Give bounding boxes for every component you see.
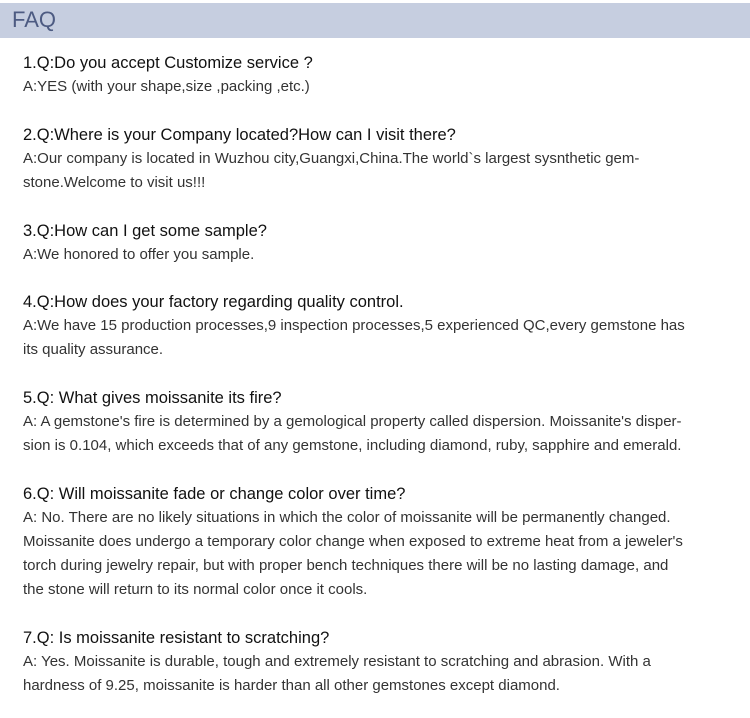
faq-answer-line: its quality assurance. xyxy=(23,341,164,358)
faq-answer-line: A:We have 15 production processes,9 inspection processes,5 experienced QC,every gemstone has xyxy=(23,317,685,334)
faq-question: 2.Q:Where is your Company located?How can I visit there? xyxy=(23,126,456,144)
faq-question: 6.Q: Will moissanite fade or change color over time? xyxy=(23,485,406,503)
faq-answer-line: A:Our company is located in Wuzhou city,Guangxi,China.The world`s largest sysnthetic gem- xyxy=(23,150,640,167)
faq-item xyxy=(23,626,651,698)
faq-answer-line: sion is 0.104, which exceeds that of any gemstone, including diamond, ruby, sapphire and emerald. xyxy=(23,437,682,454)
faq-question: 3.Q:How can I get some sample? xyxy=(23,222,267,240)
faq-item xyxy=(23,386,682,458)
faq-question: 5.Q: What gives moissanite its fire? xyxy=(23,389,282,407)
faq-answer-line: hardness of 9.25, moissanite is harder than all other gemstones except diamond. xyxy=(23,677,560,694)
faq-question: 4.Q:How does your factory regarding quality control. xyxy=(23,293,404,311)
faq-item xyxy=(23,123,639,195)
faq-title: FAQ xyxy=(12,7,57,32)
faq-answer-line: torch during jewelry repair, but with proper bench techniques there will be no lasting damage, and xyxy=(23,557,669,574)
faq-answer-line: A: A gemstone's fire is determined by a gemological property called dispersion. Moissanite's disper- xyxy=(23,413,682,430)
faq-answer-line: Moissanite does undergo a temporary color change when exposed to extreme heat from a jeweler's xyxy=(23,533,683,550)
faq-answer-line: A:YES (with your shape,size ,packing ,etc.) xyxy=(23,78,310,95)
faq-header xyxy=(0,3,750,38)
faq-item xyxy=(23,219,267,267)
faq-item xyxy=(23,51,313,99)
faq-answer-line: stone.Welcome to visit us!!! xyxy=(23,174,206,191)
faq-answer-line: A: Yes. Moissanite is durable, tough and extremely resistant to scratching and abrasion. With a xyxy=(23,653,651,670)
faq-question: 7.Q: Is moissanite resistant to scratching? xyxy=(23,629,330,647)
faq-item xyxy=(23,482,683,602)
faq-question: 1.Q:Do you accept Customize service ? xyxy=(23,54,313,72)
faq-answer-line: A:We honored to offer you sample. xyxy=(23,246,255,263)
faq-answer-line: the stone will return to its normal color once it cools. xyxy=(23,581,368,598)
faq-answer-line: A: No. There are no likely situations in which the color of moissanite will be permanently changed. xyxy=(23,509,671,526)
faq-item xyxy=(23,290,685,362)
